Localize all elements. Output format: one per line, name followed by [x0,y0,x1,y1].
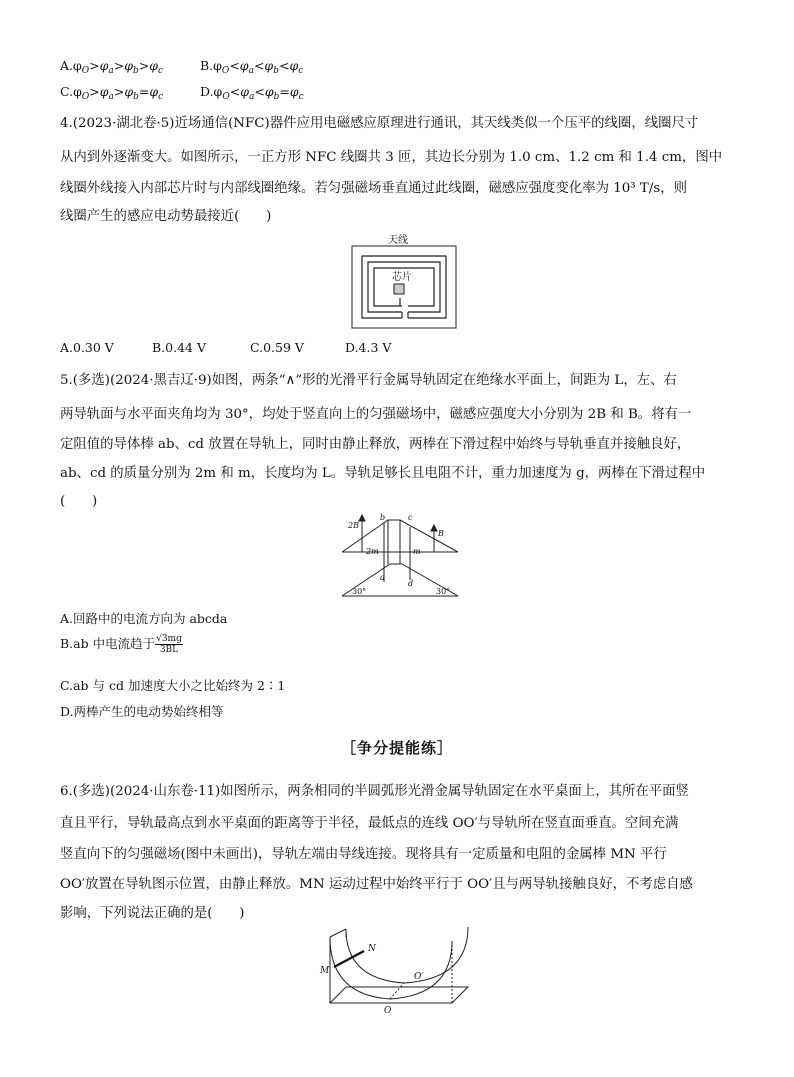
q3-option-d: $D.\varphi_O<\varphi_a<\varphi_b=\varphi_c$ [200,84,304,102]
section-title: ［争分提能练］ [340,739,453,757]
fraction: $\frac{√3mg}{3BL}$ [156,634,182,655]
fig-label-bar-d: d [408,579,414,588]
fig-label-o-prime: O′ [414,972,424,982]
q6-text-line5: 影响，下列说法正确的是( ) [60,906,245,921]
q5-option-c: C.ab 与 cd 加速度大小之比始终为 2∶1 [60,678,286,693]
metal-bar-mn [334,951,364,967]
q3-option-a: $A.\varphi_O>\varphi_a>\varphi_b>\varphi_c$ [60,58,164,76]
q4-option-d: D.4.3 V [345,340,392,355]
fig-antenna-label: 天线 [388,235,408,246]
chip-square [394,284,404,294]
q6-semicircle-rail-figure [318,925,478,1015]
fig-label-bar-a: a [380,573,385,582]
q4-option-b: B.0.44 V [152,340,206,355]
q5-text-line3: 定阻值的导体棒 ab、cd 放置在导轨上，同时由静止释放，两棒在下滑过程中始终与导轨垂直并接触良好， [60,437,691,452]
q4-nfc-coil-figure [350,232,460,332]
fig-angle-left: 30° [352,587,367,596]
q3-option-c: $C.\varphi_O>\varphi_a>\varphi_b=\varphi_c$ [60,84,164,102]
fig-chip-label: 芯片 [392,272,412,283]
q6-text-line2: 直且平行，导轨最高点到水平桌面的距离等于半径，最低点的连线 OO′与导轨所在竖直面垂直。空间充满 [60,816,679,831]
fig-label-bar-b: b [380,513,386,522]
q6-text-line1: 6.(多选)(2024·山东卷·11)如图所示，两条相同的半圆弧形光滑金属导轨固定在水平桌面上，其所在平面竖 [60,784,689,799]
q4-text-line1: 4.(2023·湖北卷·5)近场通信(NFC)器件应用电磁感应原理进行通讯，其天线类似一个压平的线圈，线圈尺寸 [60,116,699,131]
q6-text-line4: OO′放置在导轨图示位置，由静止释放。MN 运动过程中始终平行于 OO′且与两导轨接触良好，不考虑自感 [60,877,693,892]
fig-label-m: m [413,547,421,556]
fig-label-m: M [320,966,330,976]
fig-label-n: N [368,944,376,954]
q5-option-a: A.回路中的电流方向为 abcda [60,611,228,626]
q5-rail-figure [340,512,460,598]
fig-label-o: O [384,1006,392,1015]
q4-text-line4: 线圈产生的感应电动势最接近( ) [60,209,272,224]
fig-label-bar-c: c [408,513,413,522]
q4-text-line3: 线圈外线接入内部芯片时与内部线圈绝缘。若匀强磁场垂直通过此线圈，磁感应强度变化率为 10³ T/s，则 [60,181,688,196]
fig-label-b: B [438,529,444,538]
fig-label-2m: 2m [366,547,379,556]
q5-option-b: B.ab 中电流趋于 $\frac{√3mg}{3BL}$ [60,634,182,655]
q5-text-line5: ( ) [60,494,98,509]
fig-label-2b: 2B [348,521,359,530]
q5-text-line2: 两导轨面与水平面夹角均为 30°，均处于竖直向上的匀强磁场中，磁感应强度大小分别为 2B 和 B。将有一 [60,407,692,422]
q4-option-c: C.0.59 V [250,340,304,355]
q4-text-line2: 从内到外逐渐变大。如图所示，一正方形 NFC 线圈共 3 匝，其边长分别为 1.0 cm、1.2 cm 和 1.4 cm，图中 [60,150,723,165]
q5-option-d: D.两棒产生的电动势始终相等 [60,704,224,719]
q5-text-line4: ab、cd 的质量分别为 2m 和 m，长度均为 L。导轨足够长且电阻不计，重力加速度为 g，两棒在下滑过程中 [60,466,706,481]
q6-text-line3: 竖直向下的匀强磁场(图中未画出)，导轨左端由导线连接。现将具有一定质量和电阻的金属棒 MN 平行 [60,847,667,862]
q4-option-a: A.0.30 V [60,340,114,355]
q5-text-line1: 5.(多选)(2024·黑吉辽·9)如图，两条“∧”形的光滑平行金属导轨固定在绝缘水平面上，间距为 L，左、右 [60,373,677,388]
q3-option-b: $B.\varphi_O<\varphi_a<\varphi_b<\varphi_c$ [200,58,304,76]
fig-angle-right: 30° [436,587,451,596]
